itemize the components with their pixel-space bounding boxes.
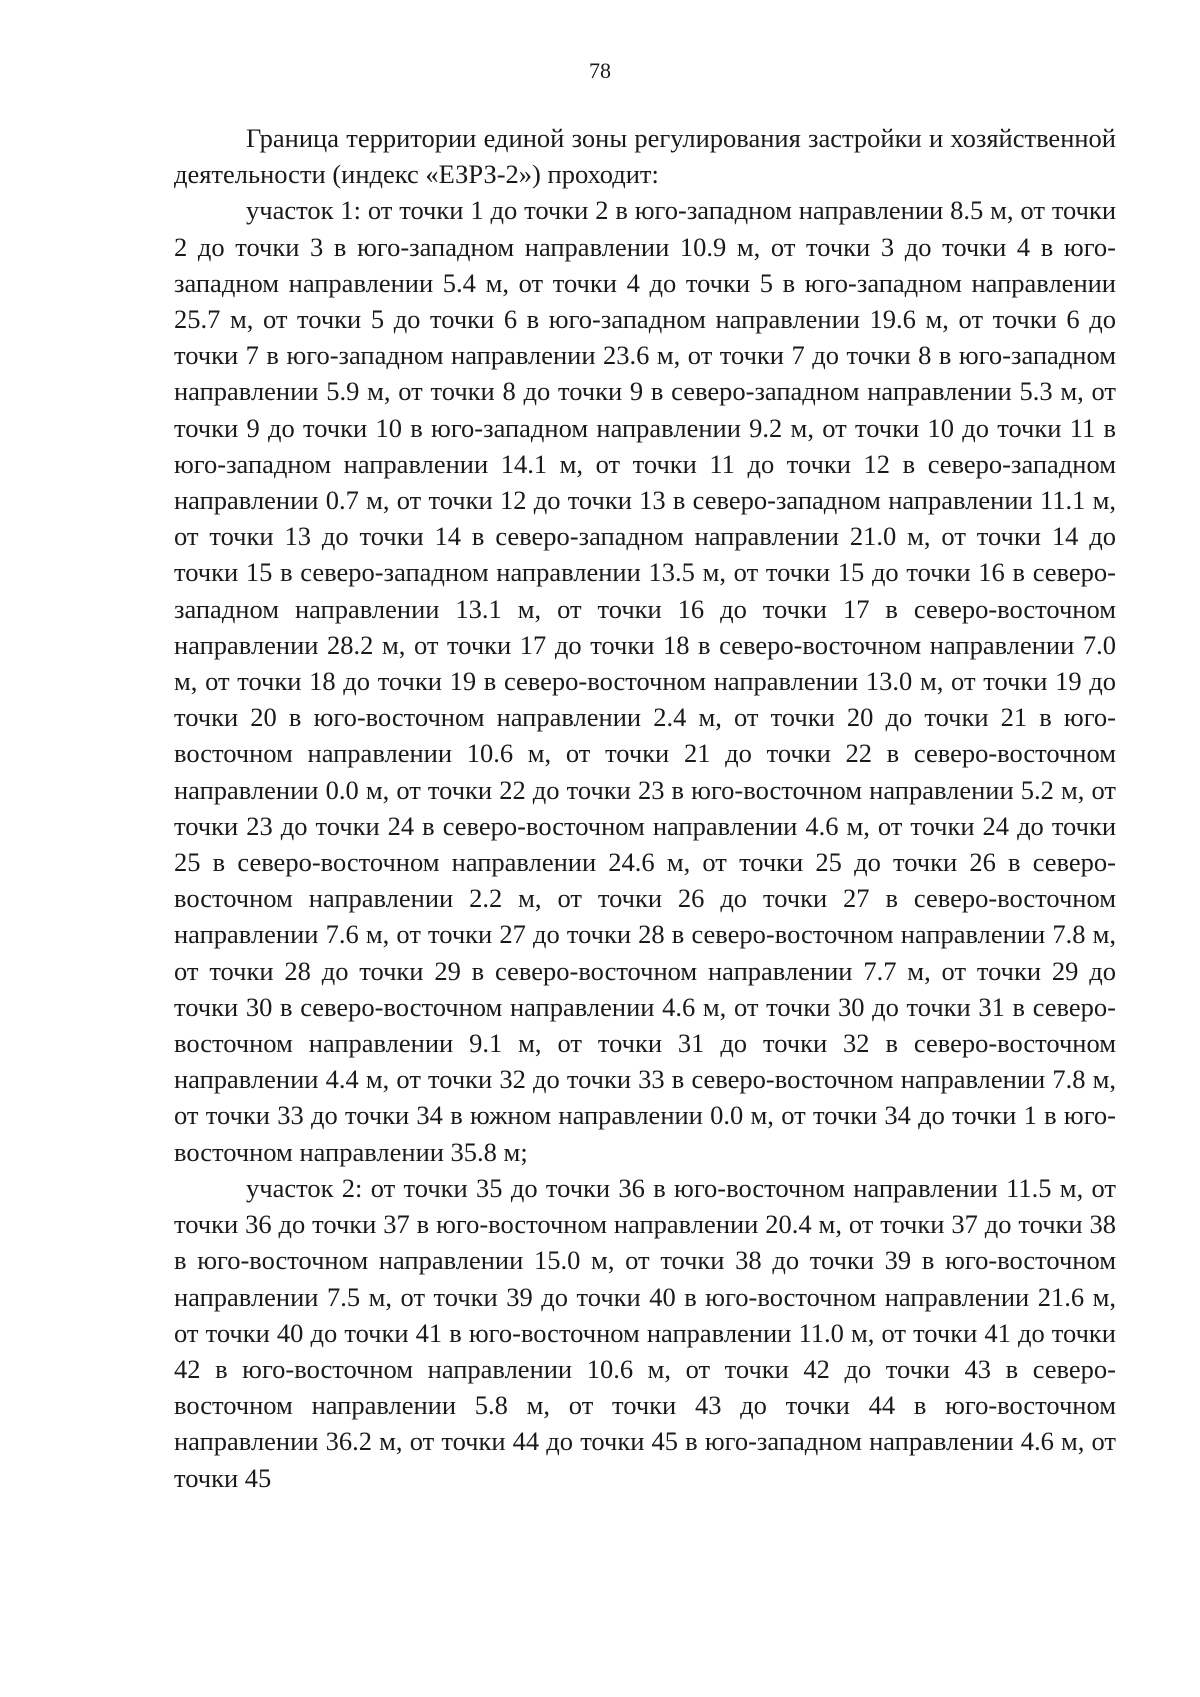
page-number: 78 [589, 58, 611, 83]
paragraph-section-2: участок 2: от точки 35 до точки 36 в юго-восточном направлении 11.5 м, от точки 36 до точки 37 в юго-восточном направлении 20.4 м, от точки 37 до точки 38 в юго-восточном направлении 15.0 м, от точки 38 до точки 39 в юго-восточном направлении 7.5 м, от точки 39 до точки 40 в юго-восточном направлении 21.6 м, от точки 40 до точки 41 в юго-восточном направлении 11.0 м, от точки 41 до точки 42 в юго-восточном направлении 10.6 м, от точки 42 до точки 43 в северо-восточном направлении 5.8 м, от точки 43 до точки 44 в юго-восточном направлении 36.2 м, от точки 44 до точки 45 в юго-западном направлении 4.6 м, от точки 45 [174, 1172, 1116, 1493]
paragraph-section-1: участок 1: от точки 1 до точки 2 в юго-западном направлении 8.5 м, от точки 2 до точки 3 в юго-западном направлении 10.9 м, от точки 3 до точки 4 в юго-западном направлении 5.4 м, от точки 4 до точки 5 в юго-западном направлении 25.7 м, от точки 5 до точки 6 в юго-западном направлении 19.6 м, от точки 6 до точки 7 в юго-западном направлении 23.6 м, от точки 7 до точки 8 в юго-западном направлении 5.9 м, от точки 8 до точки 9 в северо-западном направлении 5.3 м, от точки 9 до точки 10 в юго-западном направлении 9.2 м, от точки 10 до точки 11 в юго-западном направлении 14.1 м, от точки 11 до точки 12 в северо-западном направлении 0.7 м, от точки 12 до точки 13 в северо-западном направлении 11.1 м, от точки 13 до точки 14 в северо-западном направлении 21.0 м, от точки 14 до точки 15 в северо-западном направлении 13.5 м, от точки 15 до точки 16 в северо-западном направлении 13.1 м, от точки 16 до точки 17 в северо-восточном направлении 28.2 м, от точки 17 до точки 18 в северо-восточном направлении 7.0 м, от точки 18 до точки 19 в северо-восточном направлении 13.0 м, от точки 19 до точки 20 в юго-восточном направлении 2.4 м, от точки 20 до точки 21 в юго-восточном направлении 10.6 м, от точки 21 до точки 22 в северо-восточном направлении 0.0 м, от точки 22 до точки 23 в юго-восточном направлении 5.2 м, от точки 23 до точки 24 в северо-восточном направлении 4.6 м, от точки 24 до точки 25 в северо-восточном направлении 24.6 м, от точки 25 до точки 26 в северо-восточном направлении 2.2 м, от точки 26 до точки 27 в северо-восточном направлении 7.6 м, от точки 27 до точки 28 в северо-восточном направлении 7.8 м, от точки 28 до точки 29 в северо-восточном направлении 7.7 м, от точки 29 до точки 30 в северо-восточном направлении 4.6 м, от точки 30 до точки 31 в северо-восточном направлении 9.1 м, от точки 31 до точки 32 в северо-восточном направлении 4.4 м, от точки 32 до точки 33 в северо-восточном направлении 7.8 м, от точки 33 до точки 34 в южном направлении 0.0 м, от точки 34 до точки 1 в юго-восточном направлении 35.8 м; [174, 195, 1116, 1167]
document-body [174, 120, 1116, 1496]
paragraph-intro: Граница территории единой зоны регулирования застройки и хозяйственной деятельности (индекс «ЕЗРЗ-2») проходит: [174, 123, 1116, 190]
